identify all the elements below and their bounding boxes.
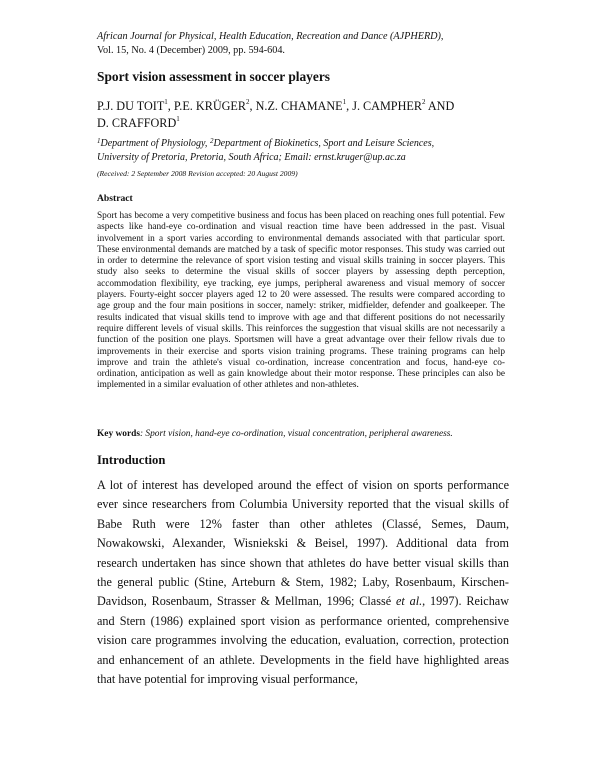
- author-name: D. CRAFFORD: [97, 116, 177, 130]
- introduction-body: [97, 476, 509, 689]
- affiliation-address: University of Pretoria, Pretoria, South Africa; Email: ernst.kruger@up.ac.za: [97, 151, 406, 163]
- introduction-heading: Introduction: [97, 453, 166, 467]
- affiliation-marker: 1: [342, 98, 347, 106]
- abstract-heading: Abstract: [97, 193, 133, 204]
- author-name: , N.Z. CHAMANE: [249, 99, 343, 113]
- affiliation-marker: 1: [164, 98, 168, 106]
- keywords-text: : Sport vision, hand-eye co-ordination, visual concentration, peripheral awareness.: [139, 429, 453, 439]
- author-name: , P.E. KRÜGER: [167, 99, 246, 113]
- keywords-label: Key words: [97, 429, 140, 439]
- introduction-text-cont: , 1997). Reichaw and Stern (1986) explained sport vision as performance oriented, comprehensive vision care programmes involving the education, evaluation, correction, protection and enhancement of an athlete. Developments in the field have highlighted areas that have potential for improving visual performance,: [97, 594, 509, 687]
- affiliations: [97, 137, 517, 164]
- affiliation-marker: 2: [246, 98, 250, 106]
- author-conjunction: AND: [425, 99, 455, 113]
- author-list: [97, 98, 517, 132]
- introduction-text: A lot of interest has developed around the effect of vision on sports performance ever since researchers from Columbia University reported that the visual skills of Babe Ruth were 12% faster than other athletes (Classé, Semes, Daum, Nowakowski, Alexander, Wisniekski & Beisel, 1997). Additional data from research undertaken has since shown that athletes do have better visual skills than the general public (Stine, Arteburn & Stem, 1982; Laby, Rosenbaum, Kirschen-Davidson, Rosenbaum, Strasser & Mellman, 1996; Classé: [97, 478, 509, 609]
- affiliation-marker: 2: [421, 98, 426, 106]
- paper-title: Sport vision assessment in soccer players: [97, 69, 330, 84]
- author-name: , J. CAMPHER: [346, 99, 422, 113]
- journal-volume: Vol. 15, No. 4 (December) 2009, pp. 594-604.: [97, 45, 285, 56]
- abstract-body: Sport has become a very competitive business and focus has been placed on reaching ones full potential. Few aspects like hand-eye co-ordination and visual reaction time have been addressed in the past. Visual involvement in a sport varies according to environmental demands associated with that particular sport. These environmental demands are matched by a task of specific motor responses. This study was carried out in order to determine the relevance of sport vision testing and visual skills training in soccer players. This study also seeks to determine the visual skills of soccer players by assessing depth perception, accommodation flexibility, eye tracking, eye jumps, peripheral awareness and visual memory of soccer players. Fourty-eight soccer players aged 12 to 20 were assessed. The results were compared according to age group and the four main positions in soccer, namely: striker, midfielder, defender and goalkeeper. The results indicated that visual skills tend to improve with age and that different positions do not necessarily require different levels of visual skills. This reinforces the suggestion that visual skills are not necessarily a function of the position one plays. Sportsmen will have a great advantage over their fellow rivals due to improvements in their exercise and sports vision training programs. These training programs can help improve and train the athlete's visual co-ordination, increase concentration and focus, hand-eye co-ordination, anticipation as well as gain knowledge about their motor response. These principles can also be implemented in a similar evaluation of other athletes and non-athletes.: [97, 211, 505, 391]
- received-dates: (Received: 2 September 2008 Revision accepted: 20 August 2009): [97, 169, 298, 178]
- author-name: P.J. DU TOIT: [97, 99, 165, 113]
- journal-name: African Journal for Physical, Health Education, Recreation and Dance (AJPHERD),: [97, 31, 444, 42]
- keywords: [97, 429, 517, 439]
- affiliation-dept-1: Department of Physiology,: [100, 138, 210, 149]
- citation-etal: et al.: [395, 594, 423, 609]
- affiliation-marker: 2: [209, 137, 214, 145]
- journal-reference: [97, 30, 517, 58]
- affiliation-dept-2: Department of Biokinetics, Sport and Leisure Sciences,: [213, 138, 435, 149]
- affiliation-marker: 1: [97, 137, 101, 145]
- affiliation-marker: 1: [176, 115, 180, 123]
